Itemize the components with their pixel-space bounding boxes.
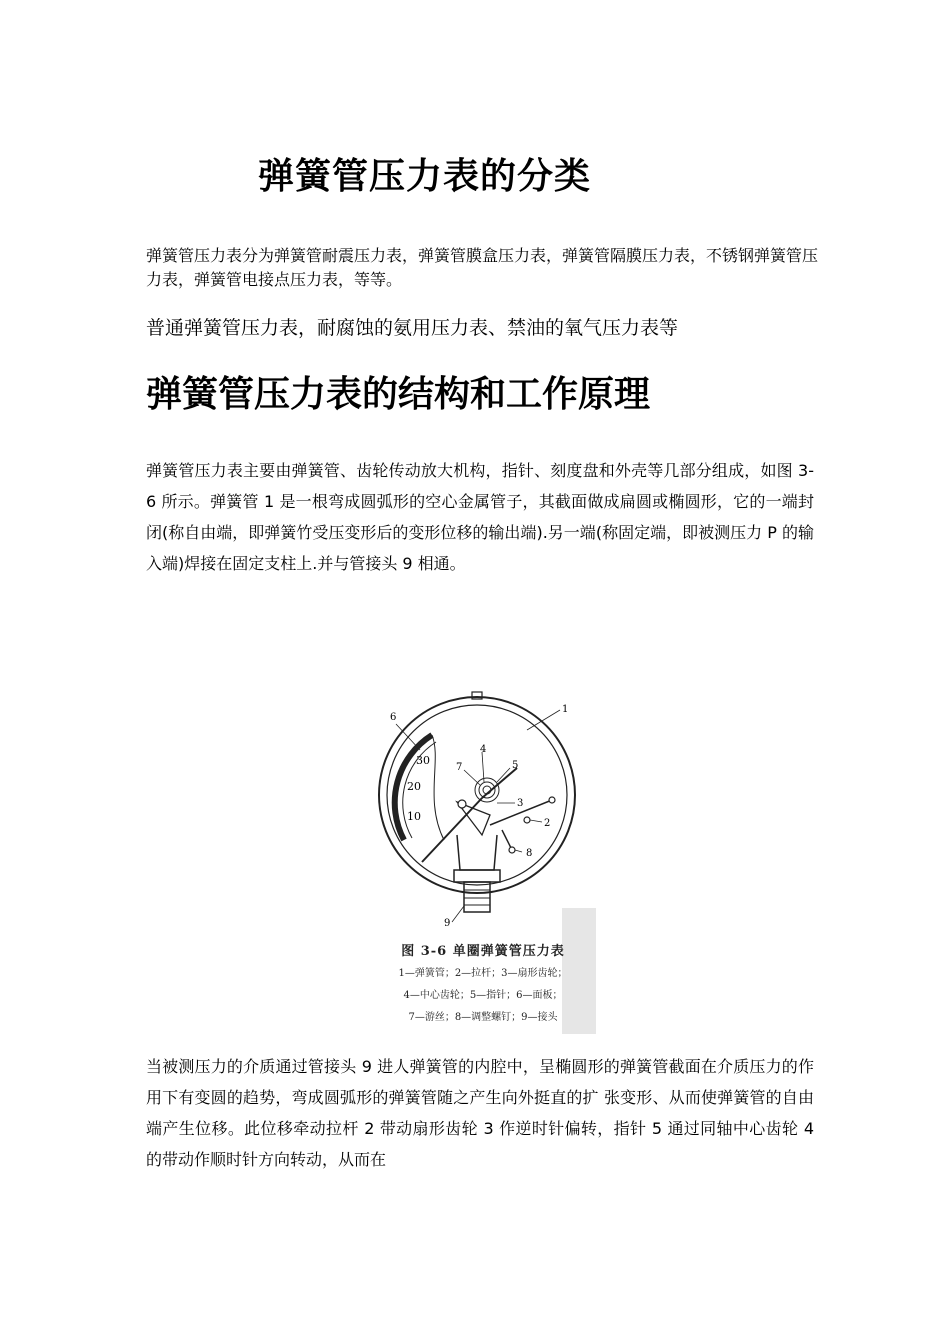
part-number: 9 [444,918,451,929]
scale-label: 10 [407,810,421,823]
working-principle-paragraph: 当被测压力的介质通过管接头 9 进人弹簧管的内腔中，呈椭圆形的弹簧管截面在介质压力的作用下有变圆的趋势，弯成圆弧形的弹簧管随之产生向外挺直的扩 张变形、从而使弹簧管的自由端产生位移。此位移牵动拉杆 2 带动扇形齿轮 3 作逆时针偏转，指针 5 通过同轴中心齿轮 4 的带动作顺时针方向转动，从而在 [146,1057,814,1169]
section-title-classification: 弹簧管压力表的分类 [258,156,592,197]
figure-caption-line: 4—中心齿轮；5—指针；6—面板； [403,990,563,1001]
part-number: 1 [562,704,569,715]
figure-caption-line: 7—游丝；8—调整螺钉；9—接头 [408,1012,558,1023]
section-title-structure: 弹簧管压力表的结构和工作原理 [146,374,651,415]
gauge-diagram [372,690,594,940]
part-number: 5 [512,760,519,771]
part-number: 7 [456,762,463,773]
part-number: 2 [544,818,551,829]
part-number: 8 [526,848,533,859]
scale-label: 30 [416,754,430,767]
scale-label: 20 [407,780,421,793]
part-number: 3 [517,798,524,809]
part-number: 4 [480,744,487,755]
types-paragraph: 普通弹簧管压力表，耐腐蚀的氨用压力表、禁油的氧气压力表等 [146,317,679,339]
classification-paragraph: 弹簧管压力表分为弹簧管耐震压力表，弹簧管膜盒压力表，弹簧管隔膜压力表，不锈钢弹簧管压力表，弹簧管电接点压力表，等等。 [146,246,819,289]
part-number: 6 [390,712,397,723]
figure-caption-line: 1—弹簧管；2—拉杆；3—扇形齿轮； [398,968,568,979]
structure-paragraph: 弹簧管压力表主要由弹簧管、齿轮传动放大机构，指针、刻度盘和外壳等几部分组成，如图 3-6 所示。弹簧管 1 是一根弯成圆弧形的空心金属管子，其截面做成扁圆或椭圆形，它的一端封闭(称自由端，即弹簧竹受压变形后的变形位移的输出端).另一端(称固定端，即被测压力 P 的输入端)焊接在固定支柱上.并与管接头 9 相通。 [146,461,814,573]
figure-caption-title: 图 3-6 单圈弹簧管压力表 [401,944,565,959]
pressure-gauge-figure [372,690,594,1034]
